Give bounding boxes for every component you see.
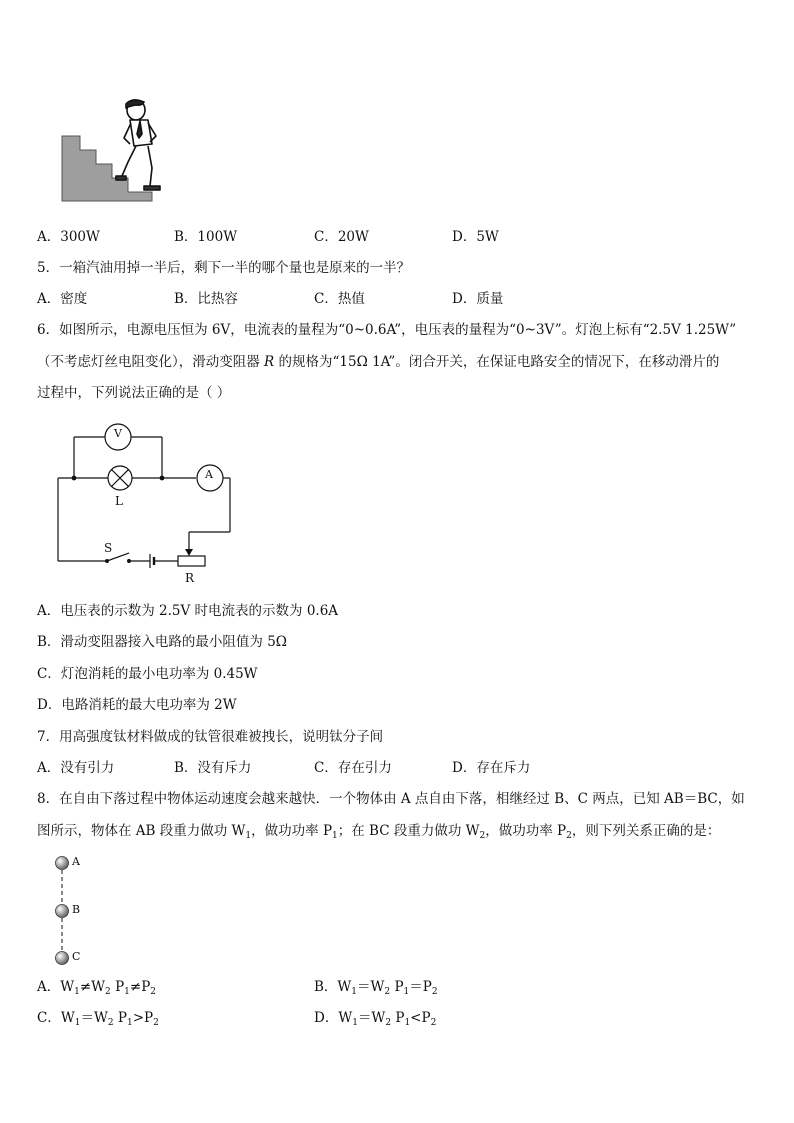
- q6-stem-line2: （不考虑灯丝电阻变化），滑动变阻器 R 的规格为“15Ω 1A”。闭合开关，在保证电路安全的情况下，在移动滑片的: [37, 354, 720, 370]
- stair-climber-figure: [60, 98, 172, 202]
- point-a-label: A: [72, 855, 80, 868]
- q5-option-a[interactable]: A．密度: [37, 291, 88, 307]
- ammeter-label: A: [205, 468, 213, 481]
- q5-stem: 5．一箱汽油用掉一半后，剩下一半的哪个量也是原来的一半？: [37, 260, 411, 276]
- q6-option-b[interactable]: B．滑动变阻器接入电路的最小阻值为 5Ω: [37, 634, 287, 650]
- q7-option-a[interactable]: A．没有引力: [37, 760, 115, 776]
- q5-option-c[interactable]: C．热值: [314, 291, 365, 307]
- point-c-label: C: [72, 950, 81, 963]
- q4-option-a[interactable]: A．300W: [37, 229, 100, 245]
- lamp-label: L: [115, 494, 123, 508]
- rheostat-label: R: [185, 571, 195, 585]
- q7-stem: 7．用高强度钛材料做成的钛管很难被拽长，说明钛分子间: [37, 729, 384, 745]
- q8-option-d[interactable]: D．$W_1=W_2$ $P_1<P_2$: [314, 1010, 437, 1028]
- q7-option-c[interactable]: C．存在引力: [314, 760, 392, 776]
- q8-option-b[interactable]: B．$W_1=W_2$ $P_1=P_2$: [314, 979, 438, 997]
- q6-option-c[interactable]: C．灯泡消耗的最小电功率为 0.45W: [37, 666, 258, 682]
- q5-option-d[interactable]: D．质量: [452, 291, 504, 307]
- q8-option-c[interactable]: C．$W_1=W_2$ $P_1>P_2$: [37, 1010, 159, 1028]
- q6-stem-line3: 过程中，下列说法正确的是（ ）: [37, 385, 231, 401]
- q8-stem-line1: 8．在自由下落过程中物体运动速度会越来越快．一个物体由 A 点自由下落，相继经过 B、C 两点，已知 AB＝BC，如: [37, 791, 745, 807]
- q4-option-c[interactable]: C．20W: [314, 229, 369, 245]
- point-b-label: B: [72, 903, 81, 916]
- q6-option-a[interactable]: A．电压表的示数为 2.5V 时电流表的示数为 0.6A: [37, 603, 339, 619]
- q8-option-a[interactable]: A．$W_1\ne W_2$ $P_1\ne P_2$: [37, 979, 157, 997]
- q7-option-b[interactable]: B．没有斥力: [174, 760, 252, 776]
- voltmeter-label: V: [114, 427, 122, 440]
- circuit-diagram: [50, 420, 250, 595]
- switch-label: S: [104, 541, 113, 555]
- q4-option-b[interactable]: B．100W: [174, 229, 238, 245]
- q5-option-b[interactable]: B．比热容: [174, 291, 238, 307]
- q4-option-d[interactable]: D．5W: [452, 229, 499, 245]
- q7-option-d[interactable]: D．存在斥力: [452, 760, 531, 776]
- q6-stem-line1: 6．如图所示，电源电压恒为 6V，电流表的量程为“0~0.6A”，电压表的量程为“0~3V”。灯泡上标有“2.5V 1.25W”: [37, 322, 737, 338]
- q8-stem-line2: 图所示，物体在 AB 段重力做功 $W_1$，做功功率 $P_1$；在 BC 段重力做功 $W_2$，做功功率 $P_2$，则下列关系正确的是：: [37, 823, 721, 841]
- falling-object-diagram: [50, 852, 100, 967]
- q6-option-d[interactable]: D．电路消耗的最大电功率为 2W: [37, 697, 237, 713]
